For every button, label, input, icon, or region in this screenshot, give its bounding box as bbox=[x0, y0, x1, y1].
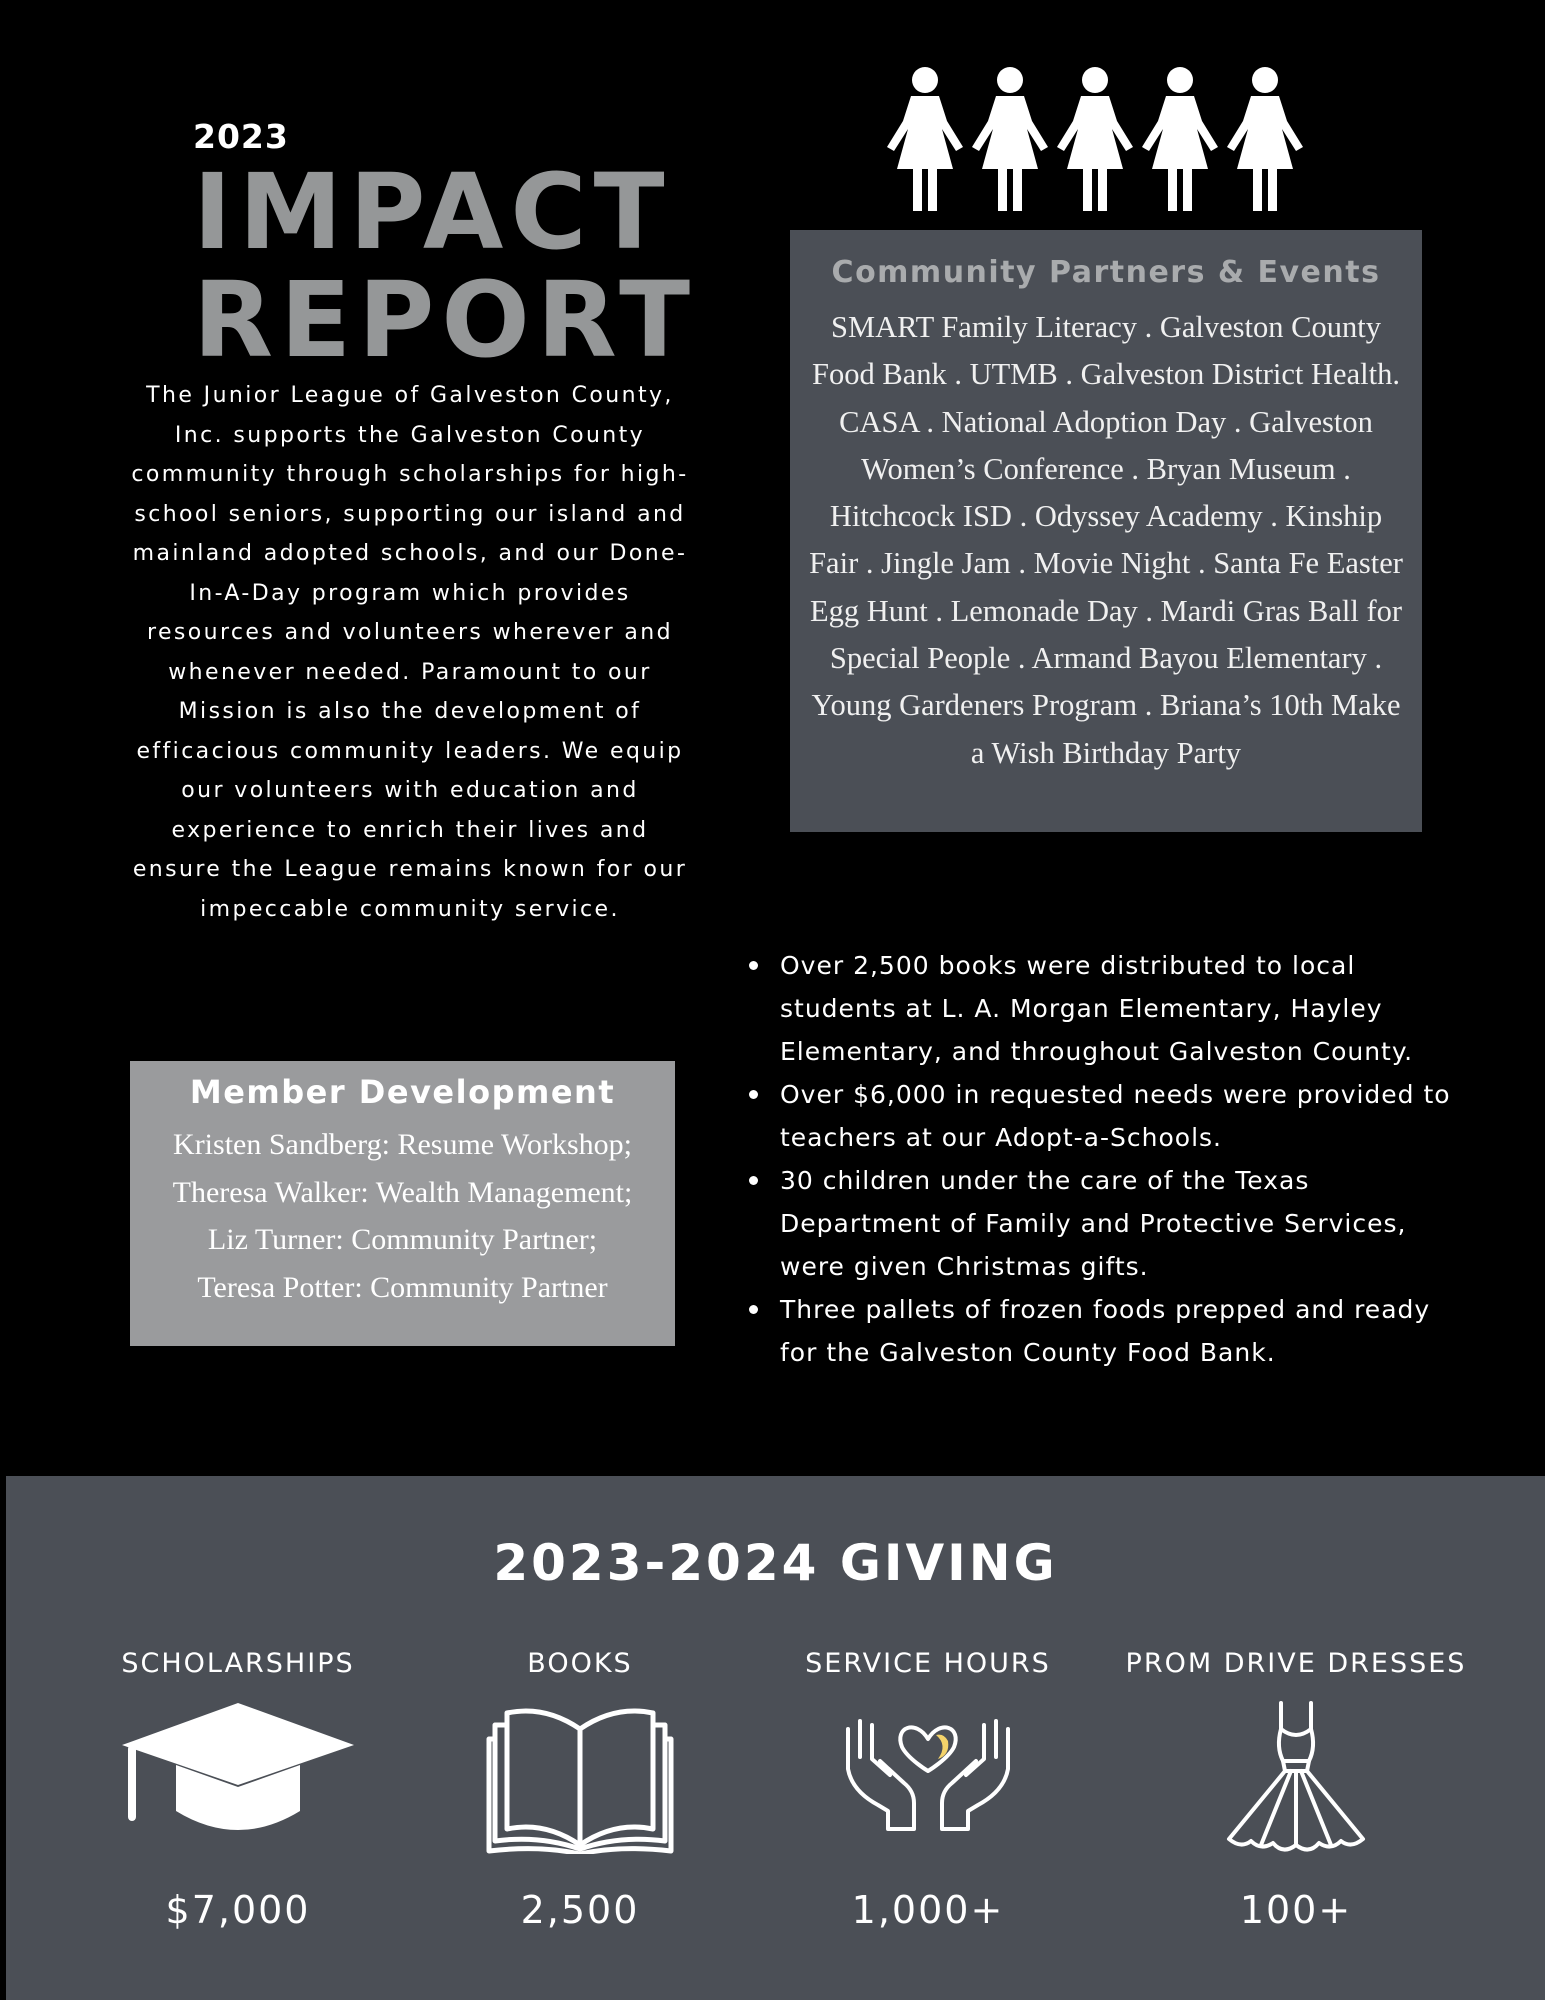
hands-heart-icon bbox=[838, 1699, 1018, 1839]
member-development-title: Member Development bbox=[189, 1073, 616, 1111]
giving-title: 2023-2024 GIVING bbox=[493, 1534, 1058, 1592]
woman-icon-5 bbox=[1227, 67, 1303, 211]
stat-label: SCHOLARSHIPS bbox=[121, 1648, 355, 1679]
stat-label: PROM DRIVE DRESSES bbox=[1125, 1648, 1467, 1679]
highlight-item: Over 2,500 books were distributed to local students at L. A. Morgan Elementary, Hayley Elementary, and throughout Galveston County. bbox=[745, 944, 1465, 1073]
member-development-list bbox=[130, 1121, 675, 1311]
stat-label: SERVICE HOURS bbox=[805, 1648, 1051, 1679]
member-development-item: Theresa Walker: Wealth Management; bbox=[172, 1175, 633, 1209]
highlight-item: Over $6,000 in requested needs were provided to teachers at our Adopt-a-Schools. bbox=[745, 1073, 1465, 1159]
graduation-cap-icon bbox=[118, 1699, 358, 1834]
dress-icon bbox=[1221, 1699, 1371, 1859]
member-development-item: Kristen Sandberg: Resume Workshop; bbox=[173, 1128, 632, 1161]
woman-icon-2 bbox=[972, 67, 1048, 211]
report-year: 2023 bbox=[193, 117, 289, 156]
woman-icon-3 bbox=[1057, 67, 1133, 211]
stat-service-hours bbox=[738, 1648, 1118, 1932]
stat-prom-dresses bbox=[1106, 1648, 1486, 1932]
women-icons bbox=[885, 65, 1305, 215]
highlight-item: Three pallets of frozen foods prepped and ready for the Galveston County Food Bank. bbox=[745, 1288, 1465, 1374]
stat-value: 100+ bbox=[1239, 1888, 1353, 1932]
community-partners-box bbox=[790, 230, 1422, 832]
member-development-box bbox=[130, 1061, 675, 1346]
member-development-item: Liz Turner: Community Partner; bbox=[207, 1223, 598, 1256]
stat-value: $7,000 bbox=[165, 1888, 311, 1932]
member-development-item: Teresa Potter: Community Partner bbox=[197, 1270, 608, 1304]
community-partners-title: Community Partners & Events bbox=[831, 255, 1381, 290]
stat-value: 2,500 bbox=[520, 1888, 640, 1932]
giving-panel bbox=[6, 1476, 1545, 2000]
woman-icon-1 bbox=[887, 67, 963, 211]
woman-icon-4 bbox=[1142, 67, 1218, 211]
report-title-line2: REPORT bbox=[193, 259, 698, 381]
stat-label: BOOKS bbox=[527, 1648, 633, 1679]
stat-books bbox=[390, 1648, 770, 1932]
highlights-list bbox=[745, 944, 1465, 1374]
report-title-line1: IMPACT bbox=[193, 151, 672, 273]
community-partners-text: SMART Family Literacy . Galveston County Food Bank . UTMB . Galveston District Health. CASA . National Adoption Day . Galveston Women’s Conference . Bryan Museum . Hitchcock ISD . Odyssey Academy . Kinship Fair . Jingle Jam . Movie Night . Santa Fe Easter Egg Hunt . Lemonade Day . Mardi Gras Ball for Special People . Armand Bayou Elementary . Young Gardeners Program . Briana’s 10th Make a Wish Birthday Party bbox=[809, 310, 1403, 770]
open-book-icon bbox=[485, 1699, 675, 1854]
intro-paragraph: The Junior League of Galveston County, Inc. supports the Galveston County community through scholarships for high-school seniors, supporting our island and mainland adopted schools, and our Done-In-A-Day program which provides resources and volunteers wherever and whenever needed. Paramount to our Mission is also the development of efficacious community leaders. We equip our volunteers with education and experience to enrich their lives and ensure the League remains known for our impeccable community service. bbox=[131, 383, 689, 922]
stat-value: 1,000+ bbox=[851, 1888, 1005, 1932]
stat-scholarships bbox=[48, 1648, 428, 1932]
highlight-item: 30 children under the care of the Texas Department of Family and Protective Services, were given Christmas gifts. bbox=[745, 1159, 1465, 1288]
